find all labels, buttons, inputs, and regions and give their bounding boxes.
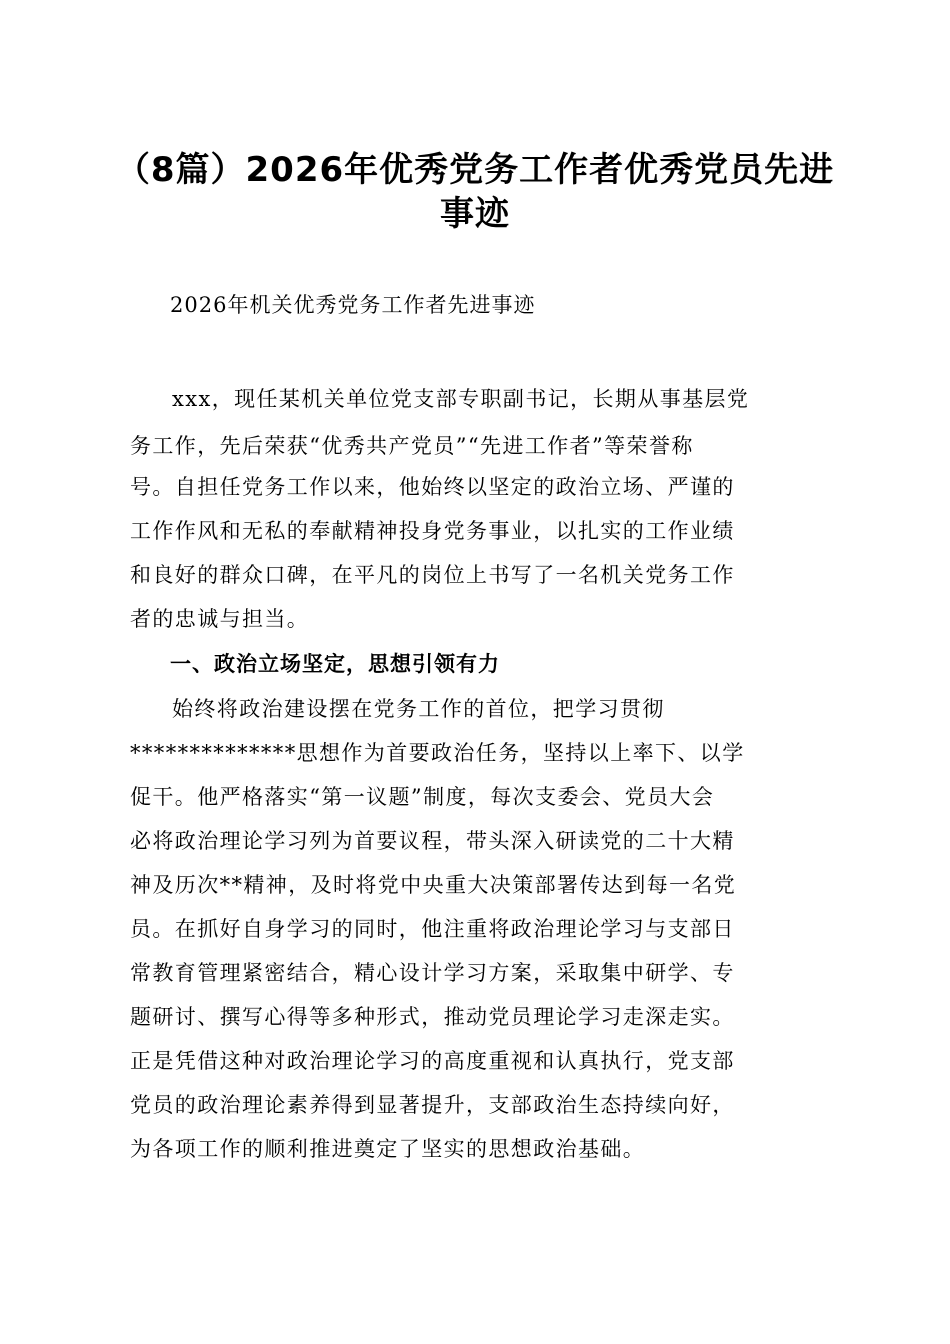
paragraph-2-line: 始终将政治建设摆在党务工作的首位，把学习贯彻 — [172, 697, 665, 721]
paragraph-2-line: 为各项工作的顺利推进奠定了坚实的思想政治基础。 — [130, 1137, 646, 1161]
paragraph-1-line: 和良好的群众口碑，在平凡的岗位上书写了一名机关党务工作 — [130, 563, 735, 587]
paragraph-2-line: 神及历次**精神，及时将党中央重大决策部署传达到每一名党 — [130, 873, 737, 897]
paragraph-2-line: 党员的政治理论素养得到显著提升，支部政治生态持续向好， — [130, 1093, 735, 1117]
document-title-line-2: 事迹 — [440, 194, 510, 234]
paragraph-2-line: 员。在抓好自身学习的同时，他注重将政治理论学习与支部日 — [130, 917, 735, 941]
paragraph-2-line: 常教育管理紧密结合，精心设计学习方案，采取集中研学、专 — [130, 961, 735, 985]
paragraph-2-line: 必将政治理论学习列为首要议程，带头深入研读党的二十大精 — [130, 829, 735, 853]
document-title-line-1: （8篇）2026年优秀党务工作者优秀党员先进 — [115, 150, 835, 190]
paragraph-2-line: **************思想作为首要政治任务，坚持以上率下、以学 — [130, 741, 745, 765]
paragraph-2-line: 正是凭借这种对政治理论学习的高度重视和认真执行，党支部 — [130, 1049, 735, 1073]
paragraph-1-line: xxx，现任某机关单位党支部专职副书记，长期从事基层党 — [172, 387, 750, 411]
paragraph-2-line: 题研讨、撰写心得等多种形式，推动党员理论学习走深走实。 — [130, 1005, 735, 1029]
section-subtitle: 2026年机关优秀党务工作者先进事迹 — [170, 293, 536, 317]
paragraph-1-line: 号。自担任党务工作以来，他始终以坚定的政治立场、严谨的 — [130, 475, 735, 499]
paragraph-1-line: 者的忠诚与担当。 — [130, 607, 310, 631]
paragraph-1-line: 工作作风和无私的奉献精神投身党务事业，以扎实的工作业绩 — [130, 519, 735, 543]
paragraph-2-line: 促干。他严格落实“第一议题”制度，每次支委会、党员大会 — [130, 785, 715, 809]
section-heading: 一、政治立场坚定，思想引领有力 — [170, 652, 500, 676]
paragraph-1-line: 务工作，先后荣获“优秀共产党员”“先进工作者”等荣誉称 — [130, 434, 694, 458]
